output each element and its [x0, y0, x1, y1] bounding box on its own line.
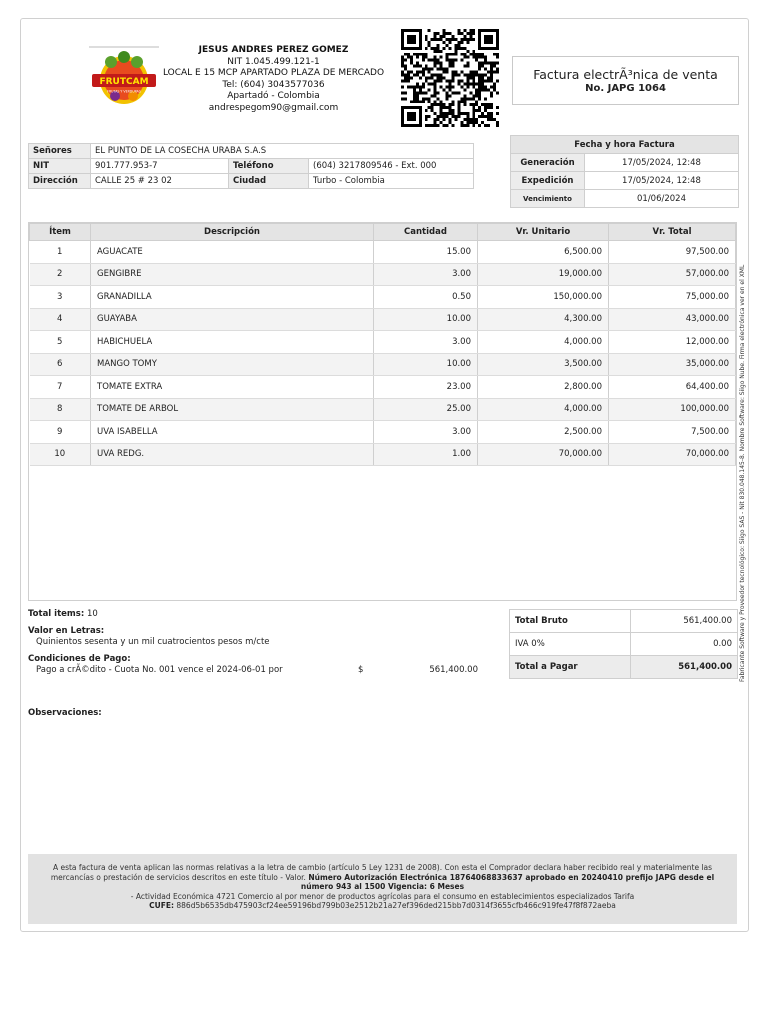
- item-quantity: 3.00: [374, 331, 478, 354]
- svg-text:FRUTCAM: FRUTCAM: [99, 77, 149, 87]
- item-description: GENGIBRE: [91, 263, 374, 286]
- software-vendor-note: Fabricante Software y Proveedor tecnológico: Siigo SAS - Nit 830.048.145-8. Nombre Software: Siigo Nube. Firma electrónica ver en el XML: [739, 264, 746, 682]
- issuer-block: [161, 45, 386, 114]
- total-items-value: 10: [86, 609, 98, 619]
- observations-label: Observaciones:: [28, 708, 102, 718]
- issuer-nit: NIT 1.045.499.121-1: [227, 56, 320, 67]
- item-description: AGUACATE: [91, 241, 374, 264]
- cufe-value: 886d5b6535db475903cf24ee59196bd799b03e2512b21a27ef396ded215bb7d0314f3655cfb466c919fe47f8f872aeba: [176, 901, 616, 911]
- issuer-email: andrespegom90@gmail.com: [208, 102, 339, 113]
- total-items-label: Total items:: [28, 609, 85, 619]
- table-row: [30, 421, 736, 444]
- col-total: Vr. Total: [609, 224, 736, 241]
- summary-left: [28, 609, 488, 682]
- item-number: 5: [30, 331, 91, 354]
- item-description: UVA ISABELLA: [91, 421, 374, 444]
- issuer-city: Apartadó - Colombia: [227, 91, 320, 101]
- item-quantity: 0.50: [374, 286, 478, 309]
- client-name: EL PUNTO DE LA COSECHA URABA S.A.S: [91, 144, 474, 159]
- payment-conditions-text: Pago a crÃ©dito - Cuota No. 001 vence el 2024-06-01 por: [36, 665, 283, 675]
- table-row: [30, 286, 736, 309]
- due-date: 01/06/2024: [585, 190, 739, 208]
- client-phone: (604) 3217809546 - Ext. 000: [309, 159, 474, 174]
- item-quantity: 25.00: [374, 398, 478, 421]
- items-table-container: [28, 222, 737, 601]
- client-name-label: Señores: [29, 144, 91, 159]
- issuer-name: JESUS ANDRES PEREZ GOMEZ: [198, 45, 349, 55]
- invoice-dates-table: [510, 135, 739, 208]
- item-unit-price: 3,500.00: [478, 353, 609, 376]
- legal-text: A esta factura de venta aplican las normas relativas a la letra de cambio (artículo 5 Ley 1231 de 2008). Con esta el Comprador declara haber recibido real y materialmente las mercancías o prestación de servicios descritos en este título - Valor.: [50, 863, 713, 882]
- item-description: UVA REDG.: [91, 443, 374, 466]
- activity-text: - Actividad Económica 4721 Comercio al por menor de productos agrícolas para el consumo en establecimientos especializados Tarifa: [130, 891, 635, 901]
- item-unit-price: 2,500.00: [478, 421, 609, 444]
- item-total: 7,500.00: [609, 421, 736, 444]
- item-unit-price: 4,300.00: [478, 308, 609, 331]
- total-bruto-label: Total Bruto: [510, 610, 631, 633]
- iva-value: 0.00: [631, 633, 738, 656]
- item-unit-price: 4,000.00: [478, 331, 609, 354]
- item-total: 100,000.00: [609, 398, 736, 421]
- item-quantity: 1.00: [374, 443, 478, 466]
- total-pagar-label: Total a Pagar: [510, 656, 631, 679]
- table-row: [30, 331, 736, 354]
- table-row: [30, 376, 736, 399]
- item-number: 9: [30, 421, 91, 444]
- item-unit-price: 19,000.00: [478, 263, 609, 286]
- item-unit-price: 70,000.00: [478, 443, 609, 466]
- payment-amount: 561,400.00: [429, 665, 478, 675]
- issuer-address: LOCAL E 15 MCP APARTADO PLAZA DE MERCADO: [162, 68, 385, 78]
- total-bruto-value: 561,400.00: [631, 610, 738, 633]
- client-phone-label: Teléfono: [229, 159, 309, 174]
- item-unit-price: 150,000.00: [478, 286, 609, 309]
- col-quantity: Cantidad: [374, 224, 478, 241]
- item-number: 1: [30, 241, 91, 264]
- item-total: 35,000.00: [609, 353, 736, 376]
- item-total: 43,000.00: [609, 308, 736, 331]
- item-quantity: 3.00: [374, 421, 478, 444]
- item-number: 7: [30, 376, 91, 399]
- item-total: 64,400.00: [609, 376, 736, 399]
- col-item: Ítem: [30, 224, 91, 241]
- payment-conditions-label: Condiciones de Pago:: [28, 654, 131, 664]
- item-number: 6: [30, 353, 91, 376]
- item-quantity: 10.00: [374, 353, 478, 376]
- expedition-label: Expedición: [511, 172, 585, 190]
- item-quantity: 15.00: [374, 241, 478, 264]
- frutcam-logo: [89, 46, 159, 108]
- client-address: CALLE 25 # 23 02: [91, 174, 229, 189]
- invoice-title-box: [512, 56, 739, 105]
- expedition-date: 17/05/2024, 12:48: [585, 172, 739, 190]
- col-unit-price: Vr. Unitario: [478, 224, 609, 241]
- iva-label: IVA 0%: [510, 633, 631, 656]
- item-total: 70,000.00: [609, 443, 736, 466]
- item-description: TOMATE DE ARBOL: [91, 398, 374, 421]
- words-label: Valor en Letras:: [28, 626, 105, 636]
- table-row: [30, 353, 736, 376]
- item-description: GUAYABA: [91, 308, 374, 331]
- item-unit-price: 4,000.00: [478, 398, 609, 421]
- authorization-text: Número Autorización Electrónica 18764068833637 aprobado en 20240410 prefijo JAPG desde el número 943 al 1500 Vigencia: 6 Meses: [300, 872, 715, 892]
- amount-in-words: Quinientos sesenta y un mil cuatrocientos pesos m/cte: [36, 637, 270, 647]
- item-number: 10: [30, 443, 91, 466]
- item-unit-price: 2,800.00: [478, 376, 609, 399]
- col-description: Descripción: [91, 224, 374, 241]
- item-total: 97,500.00: [609, 241, 736, 264]
- client-city-label: Ciudad: [229, 174, 309, 189]
- table-row: [30, 308, 736, 331]
- totals-table: [509, 609, 738, 679]
- invoice-page: [20, 18, 749, 932]
- payment-currency: $: [358, 665, 364, 675]
- item-number: 8: [30, 398, 91, 421]
- generation-date: 17/05/2024, 12:48: [585, 154, 739, 172]
- item-description: TOMATE EXTRA: [91, 376, 374, 399]
- client-city: Turbo - Colombia: [309, 174, 474, 189]
- item-description: GRANADILLA: [91, 286, 374, 309]
- item-total: 12,000.00: [609, 331, 736, 354]
- due-label: Vencimiento: [511, 190, 585, 208]
- items-table: [29, 223, 736, 466]
- client-nit: 901.777.953-7: [91, 159, 229, 174]
- payment-conditions-row: [28, 665, 488, 675]
- item-unit-price: 6,500.00: [478, 241, 609, 264]
- svg-text:FRUTAS Y VERDURAS: FRUTAS Y VERDURAS: [107, 89, 141, 94]
- total-pagar-value: 561,400.00: [631, 656, 738, 679]
- invoice-number: No. JAPG 1064: [585, 83, 666, 94]
- item-number: 2: [30, 263, 91, 286]
- legal-footer: [28, 854, 737, 924]
- generation-label: Generación: [511, 154, 585, 172]
- qr-code: [399, 29, 501, 127]
- item-quantity: 23.00: [374, 376, 478, 399]
- client-info-table: [28, 143, 474, 189]
- table-row: [30, 398, 736, 421]
- invoice-title: Factura electrÃ³nica de venta: [533, 67, 718, 82]
- table-row: [30, 263, 736, 286]
- table-row: [30, 241, 736, 264]
- client-nit-label: NIT: [29, 159, 91, 174]
- item-quantity: 3.00: [374, 263, 478, 286]
- item-number: 4: [30, 308, 91, 331]
- item-quantity: 10.00: [374, 308, 478, 331]
- item-number: 3: [30, 286, 91, 309]
- table-row: [30, 443, 736, 466]
- dates-header: Fecha y hora Factura: [511, 136, 739, 154]
- client-address-label: Dirección: [29, 174, 91, 189]
- issuer-phone: Tel: (604) 3043577036: [222, 79, 325, 90]
- item-description: HABICHUELA: [91, 331, 374, 354]
- item-total: 57,000.00: [609, 263, 736, 286]
- item-total: 75,000.00: [609, 286, 736, 309]
- cufe-label: CUFE:: [149, 901, 174, 911]
- item-description: MANGO TOMY: [91, 353, 374, 376]
